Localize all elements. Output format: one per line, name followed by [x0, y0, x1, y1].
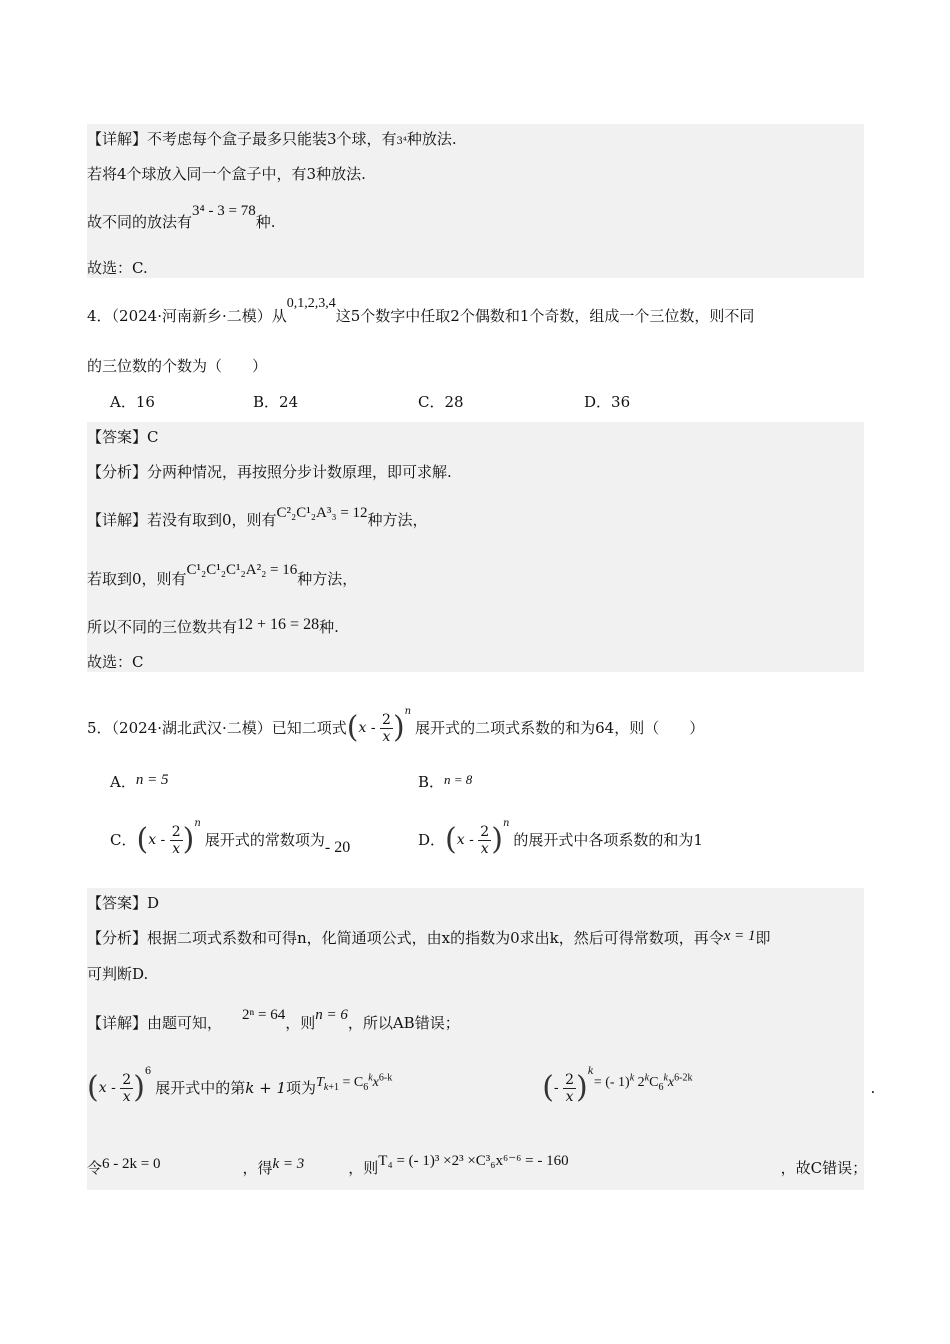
option-5c: C．(x - $\frac{2}{x}$ )$^n$展开式的常数项为- 20	[110, 818, 351, 857]
analysis-4: 【分析】分两种情况，再按照分步计数原理，即可求解.	[87, 463, 452, 481]
math-count-1: C²₂C¹₂A³₃ = 12	[276, 505, 368, 521]
option-a: A．16	[110, 393, 155, 411]
question-4-line-2: 的三位数的个数为（ ）	[87, 357, 268, 375]
option-d: D．36	[584, 393, 631, 411]
math-expression: 3⁴ - 3 = 78	[192, 203, 256, 219]
fraction-2-over-x: $\frac{2}{x}$	[382, 711, 391, 745]
option-5d: D．(x - $\frac{2}{x}$ )$^n$的展开式中各项系数的和为1	[418, 818, 703, 857]
math-sum: 12 + 16 = 28	[237, 616, 320, 633]
answer-5: 【答案】D	[87, 894, 160, 912]
detail-line-3: 故不同的放法有3⁴ - 3 = 78种.	[87, 203, 276, 231]
analysis-5-line-1: 【分析】根据二项式系数和可得n，化简通项公式，由x的指数为0求出k，然后可得常数项，再令x = 1即	[87, 928, 771, 947]
left-paren: (	[346, 710, 359, 745]
detail-5-line-2: (x - $\frac{2}{x}$ )$^6$展开式中的第k + 1项为$T_{k+1} = C_6^kx^{6-k}$ (- $\frac{2}{x}$ )$^k$= (- 1)$^k$ $2^kC_6^kx^{6-2k}$.	[87, 1066, 876, 1105]
detail-4-line-1: 【详解】若没有取到0，则有C²₂C¹₂A³₃ = 12种方法，	[87, 505, 428, 529]
detail-5-line-1: 【详解】由题可知， 2ⁿ = 64，则n = 6，所以AB错误；	[87, 1007, 460, 1032]
general-term-formula: $T_{k+1} = C_6^kx^{6-k}$	[316, 1072, 393, 1093]
math-count-2: C¹₂C¹₂C¹₂A²₂ = 16	[186, 562, 298, 578]
detail-5-line-3: 令6 - 2k = 0 ，得k = 3 ，则T₄ = (- 1)³ ×2³ ×C³₆x⁶⁻⁶ = - 160 ，故C错误；	[87, 1153, 868, 1177]
digits-set: 0,1,2,3,4	[286, 296, 336, 311]
detail-line-2: 若将4个球放入同一个盒子中，有3种放法.	[87, 165, 366, 183]
question-4-line-1: 4．（2024·河南新乡·二模）从0,1,2,3,4这5个数字中任取2个偶数和1个奇数，组成一个三位数，则不同	[87, 296, 755, 325]
option-c: C．28	[418, 393, 464, 411]
question-5-line: 5．（2024·湖北武汉·二模）已知二项式(x - $\frac{2}{x}$ )$^n$展开式的二项式系数的和为64，则（ ）	[87, 706, 705, 745]
option-5b: B．n = 8	[418, 772, 473, 791]
detail-4-line-3: 所以不同的三位数共有12 + 16 = 28种.	[87, 616, 339, 636]
answer-4: 【答案】C	[87, 428, 159, 446]
detail-4-line-2: 若取到0，则有C¹₂C¹₂C¹₂A²₂ = 16种方法，	[87, 562, 358, 588]
option-b: B．24	[253, 393, 299, 411]
analysis-5-line-2: 可判断D.	[87, 965, 149, 983]
math-3-pow-4: 3⁴	[396, 136, 407, 147]
option-5a: A．n = 5	[110, 772, 169, 791]
choice-4: 故选：C	[87, 653, 144, 671]
right-paren: )	[392, 710, 405, 745]
detail-line-1: 【详解】不考虑每个盒子最多只能装3个球，有3⁴种放法.	[87, 130, 457, 148]
choice-line: 故选：C.	[87, 259, 148, 277]
